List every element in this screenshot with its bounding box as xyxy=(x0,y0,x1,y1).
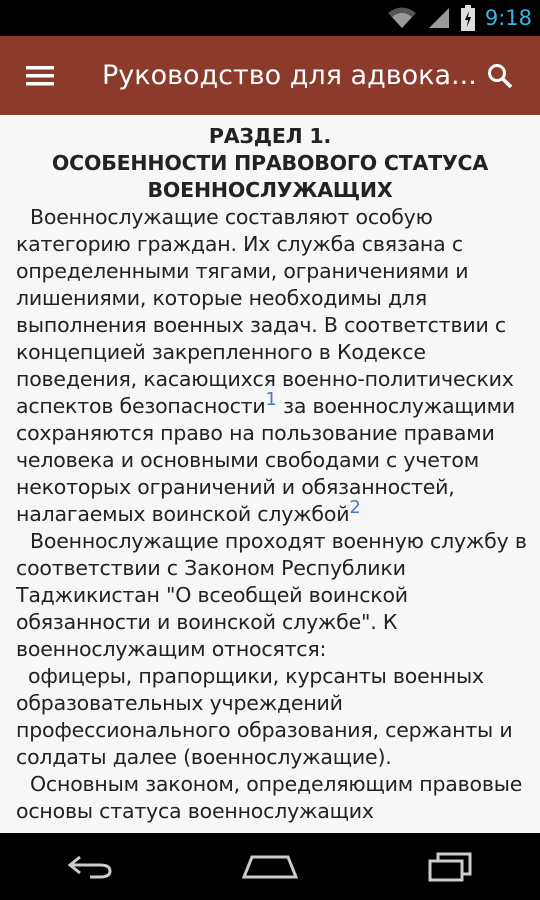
paragraph-text: Военнослужащие составляют особую категорию граждан. Их служба связана с определенными тягами, ограничениями и лишениями, которые необходимы для выполнения военных задач. В соответствии с концепцией закрепленного в Кодексе поведения, касающихся военно-политических аспектов безопасности xyxy=(16,205,514,418)
search-button[interactable] xyxy=(472,36,528,115)
heading-line: ОСОБЕННОСТИ ПРАВОВОГО СТАТУСА xyxy=(51,151,489,175)
status-time: 9:18 xyxy=(484,6,532,30)
search-icon xyxy=(487,63,513,89)
paragraph-text: за военнослужащими сохраняются право на пользование правами человека и основными свободами с учетом некоторых ограничений и обязанностей, налагаемых воинской службой xyxy=(16,394,516,526)
paragraph: Основным законом, определяющим правовые основы статуса военнослужащих xyxy=(16,772,523,823)
recents-button[interactable] xyxy=(400,833,500,900)
footnote-link-1[interactable]: 1 xyxy=(265,389,277,411)
battery-icon xyxy=(461,5,475,31)
footnote-link-2[interactable]: 2 xyxy=(349,497,361,519)
paragraph: офицеры, прапорщики, курсанты военных образовательных учреждений профессионального образования, сержанты и солдаты далее (военнослужащие). xyxy=(16,664,513,769)
back-icon xyxy=(66,854,114,880)
document-view[interactable] xyxy=(0,115,540,833)
app-title: Руководство для адвока... xyxy=(102,60,477,91)
paragraph xyxy=(16,204,530,528)
home-icon xyxy=(242,855,298,879)
status-icons xyxy=(387,0,540,36)
app-bar xyxy=(0,36,540,115)
heading-line: ВОЕННОСЛУЖАЩИХ xyxy=(147,178,393,202)
home-button[interactable] xyxy=(220,833,320,900)
section-heading xyxy=(0,123,540,204)
wifi-icon xyxy=(387,6,417,30)
recents-icon xyxy=(428,852,472,882)
status-bar xyxy=(0,0,540,36)
document-body xyxy=(0,204,540,825)
menu-icon xyxy=(26,65,54,87)
heading-line: РАЗДЕЛ 1. xyxy=(208,124,332,148)
paragraph: Военнослужащие проходят военную службу в соответствии с Законом Республики Таджикистан "О всеобщей воинской обязанности и воинской службе". К военнослужащим относятся: xyxy=(16,529,527,661)
menu-button[interactable] xyxy=(0,36,80,115)
signal-icon xyxy=(427,6,451,30)
back-button[interactable] xyxy=(40,833,140,900)
navigation-bar xyxy=(0,833,540,900)
